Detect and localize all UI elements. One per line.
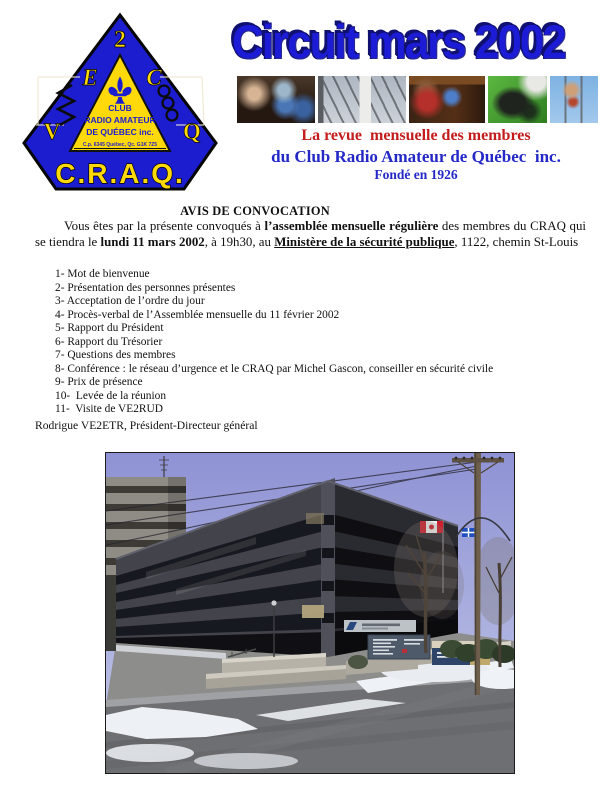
logo-letter-v: V [43, 119, 61, 144]
logo-letter-c: C [146, 65, 162, 90]
paragraph-segment: des membres du CRAQ qui se tiendra le [35, 219, 590, 249]
logo-address: C.p. 6345 Québec, Qc. G1K 7Z5 [82, 142, 158, 148]
agenda-item: 4- Procès-verbal de l’Assemblée mensuelle du 11 février 2002 [55, 308, 340, 321]
paragraph-segment-bold: l’assemblée mensuelle régulière [264, 219, 439, 233]
photo-strip [237, 76, 598, 123]
agenda-item: 11- Visite de VE2RUD [55, 403, 163, 415]
paragraph-segment: , à 19h30, au [204, 235, 275, 249]
tagline-line2: du Club Radio Amateur de Québec inc. [271, 147, 561, 166]
tagline-line3: Fondé en 1926 [374, 167, 458, 182]
tagline-line1: La revue mensuelle des membres [301, 127, 531, 144]
logo-club-line2: RADIO AMATEUR [84, 115, 156, 125]
paragraph-segment-bold-underline: Ministère de la sécurité publique [274, 235, 455, 249]
circuit-board-photo [488, 76, 547, 123]
newsletter-title: Circuit mars 2002 [232, 15, 565, 68]
radio-operators-photo [237, 76, 315, 123]
logo-acronym: C.R.A.Q. [55, 158, 185, 189]
logo-club-line3: DE QUÉBEC inc. [86, 127, 154, 137]
paragraph-segment-bold: lundi 11 mars 2002 [100, 235, 205, 249]
logo-club-line1: CLUB [108, 103, 132, 113]
logo-letter-q: Q [183, 119, 201, 144]
paragraph-segment: , 1122, chemin St-Louis [454, 235, 579, 249]
agenda-item: 7- Questions des membres [55, 349, 176, 361]
paragraph-segment: Vous êtes par la présente convoqués à [64, 219, 265, 233]
craq-logo-icon [8, 5, 222, 197]
computer-station-photo [409, 76, 486, 123]
logo-number: 2 [114, 27, 126, 53]
craq-logo [8, 5, 222, 197]
antenna-tower-photo [318, 76, 406, 123]
building-photo-scene [106, 453, 514, 773]
tower-climber-photo [550, 76, 598, 123]
notice-paragraph [35, 218, 590, 250]
agenda-item: 6- Rapport du Trésorier [55, 335, 163, 348]
masthead [232, 0, 600, 200]
agenda-item: 8- Conférence : le réseau d’urgence et le CRAQ par Michel Gascon, conseiller en sécurité civile [55, 362, 494, 375]
agenda-item: 2- Présentation des personnes présentes [55, 281, 236, 294]
agenda-item: 3- Acceptation de l’ordre du jour [55, 295, 205, 307]
ministere-securite-publique-building-photo [105, 452, 515, 774]
agenda-list [55, 268, 595, 417]
notice-heading: AVIS DE CONVOCATION [180, 204, 330, 218]
signature-line: Rodrigue VE2ETR, Président-Directeur général [35, 419, 258, 432]
agenda-item: 5- Rapport du Président [55, 322, 164, 334]
agenda-item: 10- Levée de la réunion [55, 389, 167, 402]
logo-letter-e: E [82, 65, 98, 90]
agenda-item: 9- Prix de présence [55, 376, 143, 388]
agenda-item: 1- Mot de bienvenue [55, 268, 150, 280]
left-edge-wall [106, 575, 116, 651]
